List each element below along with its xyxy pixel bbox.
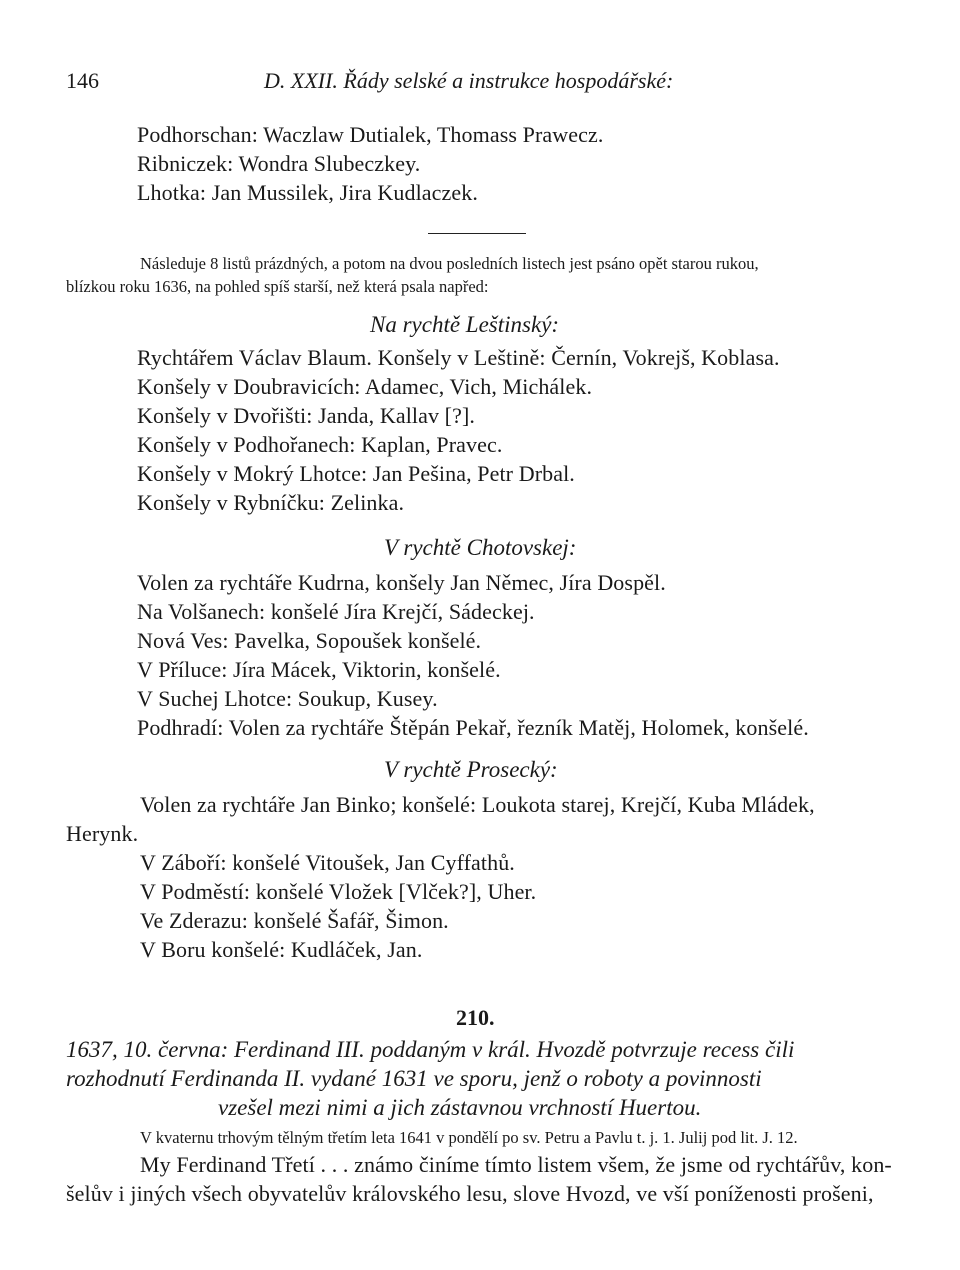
section-heading: V rychtě Chotovskej:: [384, 535, 577, 560]
list-item: V Příluce: Jíra Mácek, Viktorin, konšelé.: [137, 657, 501, 682]
list-item: Konšely v Podhořanech: Kaplan, Pravec.: [137, 432, 503, 457]
list-item: V Záboří: konšelé Vitoušek, Jan Cyffathů.: [140, 850, 515, 875]
list-item: Konšely v Doubravicích: Adamec, Vich, Michálek.: [137, 374, 593, 399]
source-note: V kvaternu trhovým tělným třetím leta 1641 v pondělí po sv. Petru a Pavlu t. j. 1. Julij pod lit. J. 12.: [140, 1128, 798, 1147]
list-item: Nová Ves: Pavelka, Sopoušek konšelé.: [137, 628, 482, 653]
list-item: Konšely v Dvořišti: Janda, Kallav [?].: [137, 403, 475, 428]
list-item: Volen za rychtáře Jan Binko; konšelé: Loukota starej, Krejčí, Kuba Mládek,: [140, 792, 815, 817]
regest-line: vzešel mezi nimi a jich zástavnou vrchností Huertou.: [218, 1095, 702, 1120]
running-title: D. XXII. Řády selské a instrukce hospodářské:: [264, 68, 674, 93]
regest-line: 1637, 10. června: Ferdinand III. poddaným v král. Hvozdě potvrzuje recess čili: [66, 1037, 795, 1062]
list-item: Podhorschan: Waczlaw Dutialek, Thomass Prawecz.: [137, 122, 604, 147]
section-heading: V rychtě Prosecký:: [384, 757, 558, 782]
document-text-line: šelův i jiných všech obyvatelův královského lesu, slove Hvozd, ve vší poníženosti prošeni,: [66, 1181, 874, 1206]
list-item: Lhotka: Jan Mussilek, Jira Kudlaczek.: [137, 180, 478, 205]
list-item: V Boru konšelé: Kudláček, Jan.: [140, 937, 423, 962]
document-text-line: My Ferdinand Třetí . . . známo činíme tímto listem všem, že jsme od rychtářův, kon-: [140, 1152, 892, 1177]
section-heading: Na rychtě Leštinský:: [370, 312, 560, 337]
list-item: Volen za rychtáře Kudrna, konšely Jan Němec, Jíra Dospěl.: [137, 570, 666, 595]
document-number: 210.: [456, 1005, 495, 1030]
section-divider: [428, 233, 526, 234]
list-item: Podhradí: Volen za rychtáře Štěpán Pekař, řezník Matěj, Holomek, konšelé.: [137, 715, 809, 740]
list-item-continuation: Herynk.: [66, 821, 139, 846]
list-item: Rychtářem Václav Blaum. Konšely v Leštině: Černín, Vokrejš, Koblasa.: [137, 345, 780, 370]
list-item: Konšely v Mokrý Lhotce: Jan Pešina, Petr Drbal.: [137, 461, 575, 486]
list-item: V Podměstí: konšelé Vložek [Vlček?], Uher.: [140, 879, 537, 904]
regest-line: rozhodnutí Ferdinanda II. vydané 1631 ve sporu, jenž o roboty a povinnosti: [66, 1066, 762, 1091]
editorial-note-line: blízkou roku 1636, na pohled spíš starší, než která psala napřed:: [66, 277, 489, 296]
list-item: Na Volšanech: konšelé Jíra Krejčí, Sádeckej.: [137, 599, 535, 624]
list-item: Ribniczek: Wondra Slubeczkey.: [137, 151, 421, 176]
list-item: Konšely v Rybníčku: Zelinka.: [137, 490, 405, 515]
editorial-note-line: Následuje 8 listů prázdných, a potom na dvou posledních listech jest psáno opět starou rukou,: [140, 254, 759, 273]
list-item: V Suchej Lhotce: Soukup, Kusey.: [137, 686, 438, 711]
list-item: Ve Zderazu: konšelé Šafář, Šimon.: [140, 908, 449, 933]
page-number: 146: [66, 68, 99, 93]
